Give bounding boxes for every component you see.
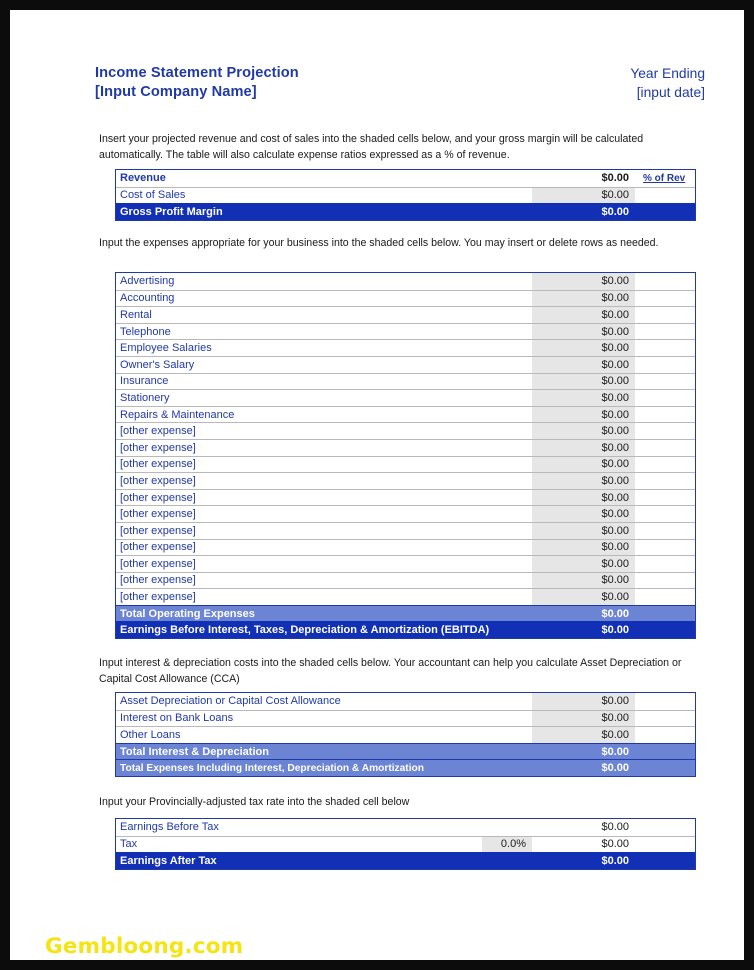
row-label: Repairs & Maintenance [120,408,235,421]
table-row[interactable] [116,290,695,307]
table-row[interactable] [116,522,695,539]
row-label: Revenue [120,172,166,185]
interest-depreciation-table [115,692,696,777]
row-amount-input[interactable]: $0.00 [532,374,635,390]
table-row[interactable] [116,323,695,340]
instruction-tax: Input your Provincially-adjusted tax rate into the shaded cell below [99,796,410,808]
row-tail [635,556,695,572]
instruction-interest: Input interest & depreciation costs into the shaded cells below. Your accountant can help you calculate Asset Depreciation or Capital Cost Allowance (CCA) [99,657,682,685]
table-row[interactable] [116,339,695,356]
row-label: Owner's Salary [120,358,195,371]
row-amount-input[interactable]: $0.00 [532,490,635,506]
table-row[interactable] [116,422,695,439]
pct-of-rev-link[interactable]: % of Rev [643,172,686,184]
table-row[interactable] [116,273,695,290]
row-label: Cost of Sales [120,189,186,202]
table-row[interactable] [116,555,695,572]
row-tail [635,744,695,760]
row-label: Insurance [120,375,169,388]
table-row[interactable] [116,187,695,204]
row-tail [635,407,695,423]
row-tail [635,490,695,506]
row-label: [other expense] [120,491,196,504]
row-amount-input[interactable]: $0.00 [532,540,635,556]
row-label: Accounting [120,292,175,305]
row-tail [635,622,695,638]
table-row[interactable] [116,373,695,390]
row-label: Stationery [120,391,170,404]
row-tail [635,307,695,323]
row-amount-input[interactable]: $0.00 [532,390,635,406]
row-rate [482,853,532,869]
row-amount-input[interactable]: $0.00 [532,556,635,572]
row-label: [other expense] [120,508,196,521]
row-label: Other Loans [120,728,181,741]
row-tail [635,693,695,710]
row-tail [635,540,695,556]
table-row[interactable] [116,710,695,727]
row-label: [other expense] [120,441,196,454]
row-amount: $0.00 [601,624,629,637]
row-tail [635,711,695,727]
row-amount-input[interactable]: $0.00 [532,693,635,710]
row-label: [other expense] [120,474,196,487]
row-amount-input[interactable]: $0.00 [532,523,635,539]
revenue-table [115,169,696,221]
table-row[interactable] [116,356,695,373]
row-tail [635,573,695,589]
table-row[interactable] [116,836,695,853]
row-label: [other expense] [120,425,196,438]
row-amount-input[interactable]: $0.00 [532,457,635,473]
row-label: Earnings Before Tax [120,821,219,834]
table-row[interactable] [116,406,695,423]
row-amount-input[interactable]: $0.00 [532,324,635,340]
row-label: Tax [120,838,138,851]
table-row-total [116,852,695,869]
page-title-line1: Income Statement Projection [95,65,299,81]
table-row[interactable] [116,693,695,710]
row-amount[interactable]: $0.00 [601,172,629,185]
row-tail [635,273,695,290]
row-amount-input[interactable]: $0.00 [532,589,635,605]
tax-rate-input[interactable]: 0.0% [482,837,532,853]
row-label: [other expense] [120,524,196,537]
row-label: [other expense] [120,591,196,604]
table-row[interactable] [116,472,695,489]
row-tail [635,204,695,220]
row-amount-input[interactable]: $0.00 [532,573,635,589]
row-amount: $0.00 [601,745,629,758]
row-amount: $0.00 [601,821,629,834]
expenses-table [115,272,696,639]
table-row-total [116,759,695,776]
site-watermark: Gembloong.com [45,934,244,959]
row-amount: $0.00 [601,854,629,867]
table-row [116,819,695,836]
row-amount: $0.00 [601,205,629,218]
row-tail [635,853,695,869]
row-tail [635,423,695,439]
row-tail [635,473,695,489]
row-amount-input[interactable]: $0.00 [532,506,635,522]
spreadsheet-sheet [23,22,731,959]
year-ending-label: Year Ending [630,66,705,81]
row-tail [635,374,695,390]
table-row-total [116,203,695,220]
row-tail [635,390,695,406]
table-row[interactable] [116,588,695,605]
row-label: Employee Salaries [120,342,212,355]
table-row-total [116,743,695,760]
row-amount-input[interactable]: $0.00 [532,307,635,323]
row-tail [635,523,695,539]
row-amount: $0.00 [601,838,629,851]
document-header [95,64,705,102]
row-tail [635,606,695,622]
row-amount-input[interactable]: $0.00 [532,188,635,204]
title-block [95,64,299,102]
table-row-total [116,621,695,638]
row-amount-input[interactable]: $0.00 [532,407,635,423]
row-tail [635,819,695,836]
row-label: Asset Depreciation or Capital Cost Allowance [120,695,341,708]
instruction-expenses: Input the expenses appropriate for your business into the shaded cells below. You may insert or delete rows as needed. [99,237,659,249]
row-tail [635,457,695,473]
year-block [630,64,705,102]
table-row[interactable] [116,170,695,187]
row-tail [635,291,695,307]
row-amount-input[interactable]: $0.00 [532,423,635,439]
row-label: [other expense] [120,458,196,471]
tax-table [115,818,696,870]
table-row[interactable] [116,726,695,743]
row-label: Interest on Bank Loans [120,712,234,725]
company-name-placeholder[interactable]: [Input Company Name] [95,84,257,100]
row-amount-input[interactable]: $0.00 [532,273,635,290]
row-label: Total Expenses Including Interest, Depreciation & Amortization [120,762,424,774]
row-rate [482,819,532,836]
row-label: [other expense] [120,557,196,570]
row-label: Total Interest & Depreciation [120,745,269,758]
table-row-total [116,605,695,622]
table-row[interactable] [116,539,695,556]
row-label: Total Operating Expenses [120,607,255,620]
row-amount-input[interactable]: $0.00 [532,440,635,456]
row-label: Earnings Before Interest, Taxes, Depreciation & Amortization (EBITDA) [120,624,490,637]
row-tail [635,760,695,776]
date-placeholder[interactable]: [input date] [636,85,705,100]
row-amount-input[interactable]: $0.00 [532,727,635,743]
row-amount-input[interactable]: $0.00 [532,357,635,373]
table-row[interactable] [116,389,695,406]
table-row[interactable] [116,439,695,456]
row-amount-input[interactable]: $0.00 [532,711,635,727]
table-row[interactable] [116,505,695,522]
row-label: Telephone [120,325,171,338]
table-row[interactable] [116,489,695,506]
row-label: Gross Profit Margin [120,205,223,218]
row-tail [635,188,695,204]
row-amount: $0.00 [601,762,629,775]
table-row[interactable] [116,306,695,323]
row-amount: $0.00 [601,607,629,620]
table-row[interactable] [116,572,695,589]
row-tail [635,727,695,743]
page-frame [10,10,744,960]
table-row[interactable] [116,456,695,473]
row-tail [635,340,695,356]
row-label: [other expense] [120,574,196,587]
row-amount-input[interactable]: $0.00 [532,473,635,489]
row-label: Advertising [120,275,175,288]
row-label: Earnings After Tax [120,854,217,867]
row-label: [other expense] [120,541,196,554]
row-tail [635,589,695,605]
row-label: Rental [120,308,152,321]
row-amount-input[interactable]: $0.00 [532,291,635,307]
row-tail [635,357,695,373]
row-tail [635,324,695,340]
pct-of-rev-cell [635,170,695,187]
row-tail [635,506,695,522]
instruction-revenue: Insert your projected revenue and cost of sales into the shaded cells below, and your gross margin will be calculated automatically. The table will also calculate expense ratios expressed as a % of revenue. [99,133,644,161]
row-tail [635,837,695,853]
row-amount-input[interactable]: $0.00 [532,340,635,356]
row-tail [635,440,695,456]
